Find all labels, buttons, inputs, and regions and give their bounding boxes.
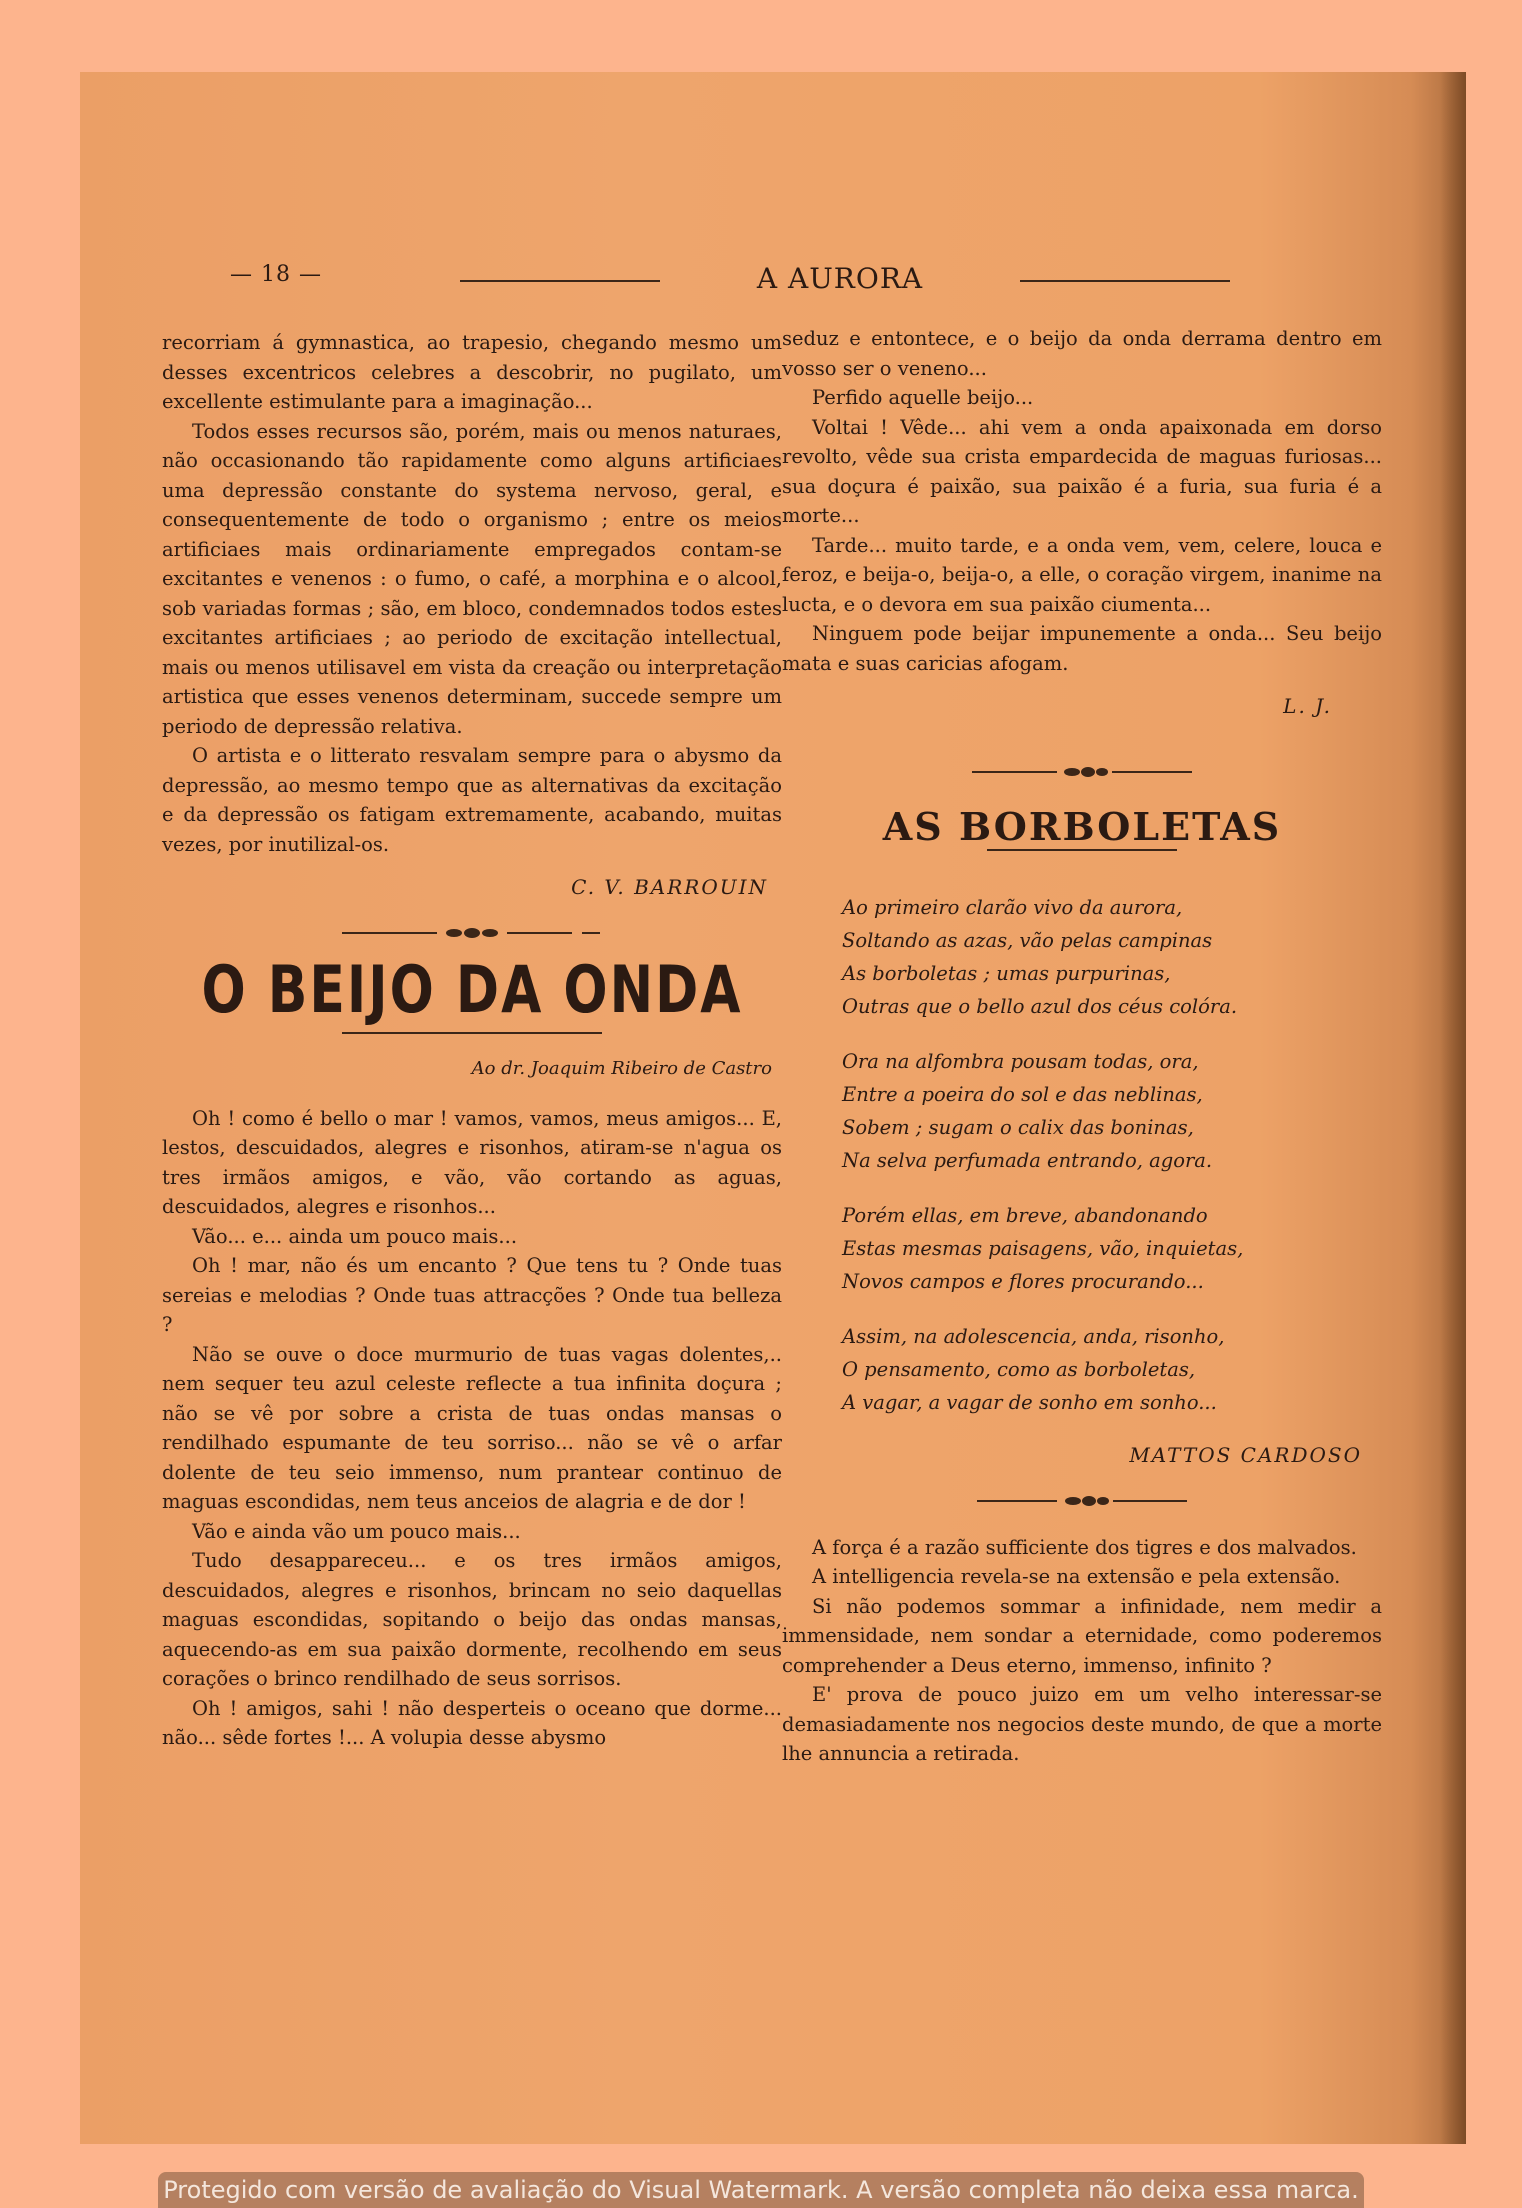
article-paragraph: recorriam á gymnastica, ao trapesio, chegando mesmo um desses excentricos celebres a descobrir, no pugilato, um excellente estimulante para a imaginação... [162,331,782,413]
title-underline [342,1032,602,1034]
poem-stanza [842,1199,1382,1298]
page-number: — 18 — [230,262,322,287]
maxim: E' prova de pouco juizo em um velho interessar-se demasiadamente nos negocios deste mundo, de que a morte lhe annuncia a retirada. [782,1683,1382,1765]
maxim: A intelligencia revela-se na extensão e pela extensão. [812,1565,1341,1588]
ornament-divider [782,762,1382,786]
story-paragraph: Não se ouve o doce murmurio de tuas vagas dolentes,.. nem sequer teu azul celeste reflecte a tua infinita doçura ; não se vê por sobre a crista de tuas ondas mansas o rendilhado espumante de teu sorriso... não se vê o arfar dolente de teu seio immenso, num prantear continuo de maguas escondidas, nem teus anceios de alagria e de dor ! [162,1342,782,1513]
flourish-icon [977,1491,1187,1511]
poem-title: AS BORBOLETAS [882,803,1282,849]
title-underline [987,849,1177,851]
publication-title: A AURORA [756,262,924,295]
poem-stanza [842,1320,1382,1419]
story-paragraph: Vão e ainda vão um pouco mais... [192,1519,521,1543]
right-column [782,324,1382,1769]
header-rule-right [1020,280,1230,282]
article-signature: C. V. BARROUIN [571,875,768,899]
poem-signature: MATTOS CARDOSO [1129,1443,1362,1467]
maxim: Si não podemos sommar a infinidade, nem medir a immensidade, nem sondar a eternidade, como poderemos comprehender a Deus eterno, immenso, infinito ? [782,1594,1382,1677]
poem-line: Na selva perfumada entrando, agora. [842,1149,1213,1172]
ornament-divider [782,1491,1382,1515]
poem-line: Assim, na adolescencia, anda, risonho, [842,1325,1225,1348]
poem-line: Outras que o bello azul dos céus colóra. [842,995,1238,1018]
poem-line: Entre a poeira do sol e das neblinas, [842,1083,1203,1106]
maxim: A força é a razão sufficiente dos tigres e dos malvados. [812,1535,1357,1559]
poem [842,891,1382,1419]
story-paragraph: Oh ! amigos, sahi ! não desperteis o oceano que dorme... não... sêde fortes !... A volupia desse abysmo [162,1696,782,1749]
poem-stanza [842,891,1382,1023]
poem-line: Estas mesmas paisagens, vão, inquietas, [842,1237,1244,1260]
article-paragraph: Todos esses recursos são, porém, mais ou menos naturaes, não occasionando tão rapidamente como alguns artificiaes uma depressão constante do systema nervoso, geral, e consequentemente de todo o organismo ; entre os meios artificiaes mais ordinariamente empregados contam-se excitantes e venenos : o fumo, o café, a morphina e o alcool, sob variadas formas ; são, em bloco, condemnados todos estes excitantes artificiaes ; ao periodo de excitação intellectual, mais ou menos utilisavel em vista da creação ou interpretação artistica que esses venenos determinam, succede sempre um periodo de depressão relativa. [162,419,782,738]
story-paragraph: Vão... e... ainda um pouco mais... [192,1224,518,1248]
story-paragraph: Oh ! como é bello o mar ! vamos, vamos, meus amigos... E, lestos, descuidados, alegres e risonhos, atiram-se n'agua os tres irmãos amigos, e vão, vão cortando as aguas, descuidados, alegres e risonhos... [162,1106,782,1218]
story-paragraph: Perfido aquelle beijo... [812,386,1034,409]
poem-line: Novos campos e flores procurando... [842,1270,1204,1293]
page-header [230,262,1180,298]
poem-line: Ao primeiro clarão vivo da aurora, [842,896,1183,919]
story-paragraph: Oh ! mar, não és um encanto ? Que tens tu ? Onde tuas sereias e melodias ? Onde tuas attracções ? Onde tua belleza ? [162,1254,782,1336]
poem-line: Porém ellas, em breve, abandonando [842,1204,1208,1227]
poem-line: Ora na alfombra pousam todas, ora, [842,1050,1199,1073]
story-title: O BEIJO DA ONDA [201,952,743,1028]
poem-line: As borboletas ; umas purpurinas, [842,962,1171,985]
newspaper-page [80,72,1466,2144]
watermark-banner: Protegido com versão de avaliação do Visual Watermark. A versão completa não deixa essa marca. [158,2172,1364,2208]
poem-stanza [842,1045,1382,1177]
left-column [162,328,782,1753]
flourish-icon [972,762,1192,782]
flourish-icon [342,923,602,943]
dedication: Ao dr. Joaquim Ribeiro de Castro [471,1058,772,1079]
ornament-divider [162,923,782,947]
story-signature: L. J. [1283,694,1332,718]
story-paragraph: Tudo desappareceu... e os tres irmãos amigos, descuidados, alegres e risonhos, brincam no seio daquellas maguas escondidas, sopitando o beijo das ondas mansas, aquecendo-as em sua paixão dormente, recolhendo em seus corações o brinco rendilhado de seus sorrisos. [162,1549,782,1690]
poem-line: O pensamento, como as borboletas, [842,1358,1196,1381]
article-paragraph: O artista e o litterato resvalam sempre para o abysmo da depressão, ao mesmo tempo que as alternativas da excitação e da depressão os fatigam extremamente, acabando, muitas vezes, por inutilizal-os. [162,744,782,856]
story-paragraph: seduz e entontece, e o beijo da onda derrama dentro em vosso ser o veneno... [782,327,1382,380]
story-paragraph: Voltai ! Vêde... ahi vem a onda apaixonada em dorso revolto, vêde sua crista empardecida de maguas furiosas... sua doçura é paixão, sua paixão é a furia, sua furia é a morte... [782,415,1382,527]
poem-line: Sobem ; sugam o calix das boninas, [842,1116,1194,1139]
poem-line: Soltando as azas, vão pelas campinas [842,929,1213,952]
story-paragraph: Tarde... muito tarde, e a onda vem, vem, celere, louca e feroz, e beija-o, beija-o, a elle, o coração virgem, inanime na lucta, e o devora em sua paixão ciumenta... [782,533,1382,616]
header-rule-left [460,280,660,282]
poem-line: A vagar, a vagar de sonho em sonho... [842,1391,1217,1414]
story-paragraph: Ninguem pode beijar impunemente a onda... Seu beijo mata e suas caricias afogam. [782,622,1382,675]
